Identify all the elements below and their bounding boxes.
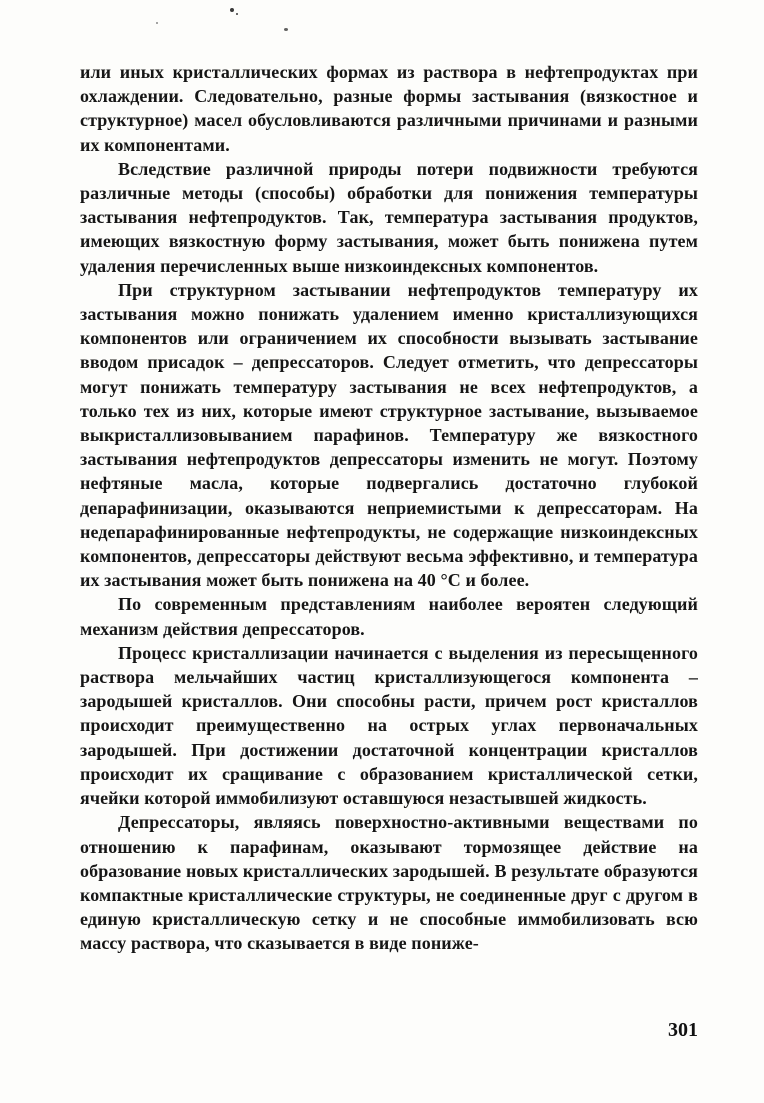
paragraph-5: Процесс кристаллизации начинается с выделения из пересыщенного раствора мельчайших частиц кристаллизующегося компонента – зародышей кристаллов. Они способны расти, причем рост кристаллов происходит преимущественно на острых углах первоначальных зародышей. При достижении достаточной концентрации кристаллов происходит их сращивание с образованием кристаллической сетки, ячейки которой иммобилизуют оставшуюся незастывшей жидкость. <box>80 642 698 809</box>
scan-speck <box>236 13 238 15</box>
paragraph-1: или иных кристаллических формах из раствора в нефтепродуктах при охлаждении. Следовательно, разные формы застывания (вязкостное и структурное) масел обусловливаются различными причинами и разными их компонентами. <box>80 62 698 155</box>
paragraph-2: Вследствие различной природы потери подвижности требуются различные методы (способы) обработки для понижения температуры застывания нефтепродуктов. Так, температура застывания продуктов, имеющих вязкостную форму застывания, может быть понижена путем удаления перечисленных выше низкоиндексных компонентов. <box>80 158 698 276</box>
page-number: 301 <box>668 1019 698 1041</box>
paragraph-4: По современным представлениям наиболее вероятен следующий механизм действия депрессаторов. <box>80 594 698 639</box>
scan-speck <box>156 22 158 24</box>
paragraph-3: При структурном застывании нефтепродуктов температуру их застывания можно понижать удалением именно кристаллизующихся компонентов или ограничением их способности вызывать застывание вводом присадок – депрессаторов. Следует отметить, что депрессаторы могут понижать температуру застывания не всех нефтепродуктов, а только тех из них, которые имеют структурное застывание, вызываемое выкристаллизовыванием парафинов. Температуру же вязкостного застывания нефтепродуктов депрессаторы изменить не могут. Поэтому нефтяные масла, которые подвергались достаточно глубокой депарафинизации, оказываются неприемистыми к депрессаторам. На недепарафинированные нефтепродукты, не содержащие низкоиндексных компонентов, депрессаторы действуют весьма эффективно, и температура их застывания может быть понижена на 40 °С и более. <box>80 279 698 591</box>
scan-speck <box>230 8 234 12</box>
scan-speck <box>284 28 288 31</box>
paragraph-6: Депрессаторы, являясь поверхностно-активными веществами по отношению к парафинам, оказывают тормозящее действие на образование новых кристаллических зародышей. В результате образуются компактные кристаллические структуры, не соединенные друг с другом в единую кристаллическую сетку и не способные иммобилизовать всю массу раствора, что сказывается в виде пониже- <box>80 812 698 954</box>
page-text <box>80 60 698 956</box>
